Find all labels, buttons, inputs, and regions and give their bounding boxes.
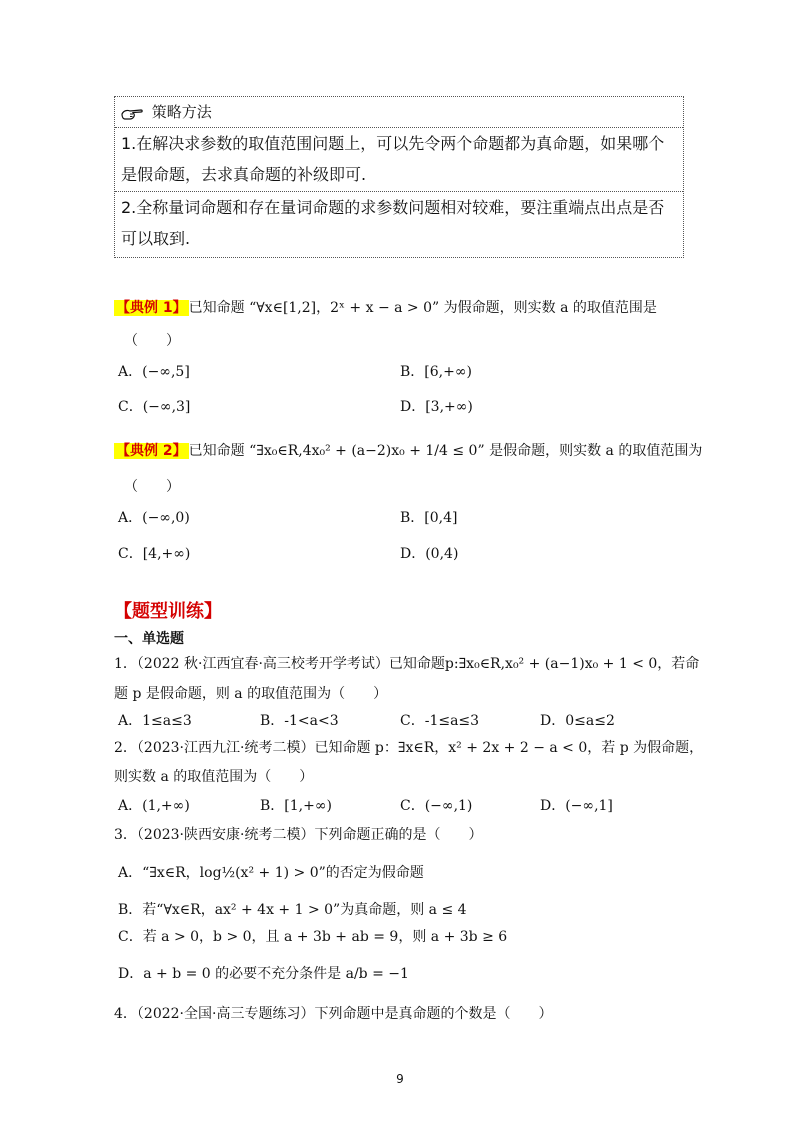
question-3-option-a: A．“∃x∈R，log½(x² + 1) > 0”的否定为假命题: [118, 865, 424, 881]
example-1-formula: ∀x∈[1,2]，2ˣ + x − a > 0: [256, 300, 433, 316]
question-4-stem: [114, 1003, 552, 1023]
example-1-paren: （ ）: [124, 333, 180, 349]
example-2-stem-b: ” 是假命题，则实数 a 的取值范围为: [477, 443, 703, 459]
question-1-line-2: 题 p 是假命题，则 a 的取值范围为（ ）: [114, 686, 388, 702]
question-3-number: 3．: [114, 827, 137, 843]
example-2-option-d: D．(0,4): [400, 546, 459, 562]
question-1-formula: p:∃x₀∈R,x₀² + (a−1)x₀ + 1 < 0: [444, 656, 658, 672]
subsection-title: 一、单选题: [114, 631, 184, 647]
question-3-stem-text: 下列命题正确的是（ ）: [314, 827, 483, 843]
question-2-formula: ∃x∈R，x² + 2x + 2 − a < 0: [397, 740, 588, 756]
question-3-source: （2023·陕西安康·统考二模）: [136, 827, 315, 843]
question-1-stem-a: 已知命题: [388, 656, 445, 672]
question-4-number: 4．: [114, 1006, 137, 1022]
example-2-tag: 【典例 2】: [116, 443, 187, 459]
example-1-stem-b: ” 为假命题，则实数 a 的取值范围是: [432, 300, 657, 316]
example-2-option-c: C．[4,+∞): [118, 546, 191, 562]
question-3-option-c: C．若 a > 0，b > 0，且 a + 3b + ab = 9，则 a + 3b ≥ 6: [118, 929, 508, 945]
section-title: 【题型训练】: [114, 601, 222, 622]
question-2-stem: [114, 737, 703, 757]
question-4-source: （2022·全国·高三专题练习）: [136, 1006, 315, 1022]
question-3-option-d: D．a + b = 0 的必要不充分条件是 a/b = −1: [118, 966, 409, 982]
strategy-item-2-line-2: 可以取到.: [121, 229, 191, 248]
example-2-option-b: B．[0,4]: [400, 510, 458, 526]
page-number: 9: [396, 1072, 404, 1086]
example-2-paren: （ ）: [124, 479, 180, 495]
question-2-source: （2023·江西九江·统考二模）: [136, 740, 315, 756]
strategy-item-1-line-1: 1.在解决求参数的取值范围问题上，可以先令两个命题都为真命题，如果哪个: [121, 134, 665, 153]
question-1-stem: [114, 653, 699, 673]
example-2-stem-a: 已知命题 “: [188, 443, 257, 459]
strategy-heading: 策略方法: [151, 103, 212, 121]
example-2-formula: ∃x₀∈R,4x₀² + (a−2)x₀ + 1/4 ≤ 0: [256, 443, 478, 459]
pointing-hand-icon: [121, 105, 143, 121]
question-3-option-b: B．若“∀x∈R，ax² + 4x + 1 > 0”为真命题，则 a ≤ 4: [118, 902, 467, 918]
question-2-option-d: D．(−∞,1]: [540, 798, 613, 814]
example-2-option-a: A．(−∞,0): [118, 510, 190, 526]
question-2-stem-a: 已知命题 p：: [314, 740, 398, 756]
example-1-tag: 【典例 1】: [116, 300, 187, 316]
question-1-option-d: D．0≤a≤2: [540, 713, 615, 729]
example-2-stem: [114, 440, 702, 460]
question-2-option-c: C．(−∞,1): [400, 798, 473, 814]
example-1-option-b: B．[6,+∞): [400, 364, 472, 380]
question-2-option-b: B．[1,+∞): [260, 798, 332, 814]
strategy-item-1: [115, 127, 683, 191]
question-3-stem: [114, 824, 482, 844]
strategy-item-2-line-1: 2.全称量词命题和存在量词命题的求参数问题相对较难，要注重端点出点是否: [121, 198, 665, 217]
strategy-heading-row: [115, 97, 683, 127]
question-1-option-c: C．-1≤a≤3: [400, 713, 480, 729]
example-1-option-c: C．(−∞,3]: [118, 399, 191, 415]
example-1-stem: [114, 297, 657, 317]
example-1-option-a: A．(−∞,5]: [118, 364, 190, 380]
question-1-number: 1．: [114, 656, 137, 672]
question-1-source: （2022 秋·江西宜春·高三校考开学考试）: [136, 656, 389, 672]
question-1-option-a: A．1≤a≤3: [118, 713, 192, 729]
strategy-box: [114, 96, 684, 258]
question-2-stem-b: ，若 p 为假命题，: [587, 740, 704, 756]
example-1-stem-a: 已知命题 “: [188, 300, 257, 316]
question-2-option-a: A．(1,+∞): [118, 798, 190, 814]
question-1-option-b: B．-1<a<3: [260, 713, 339, 729]
question-1-stem-b: ，若命: [657, 656, 700, 672]
strategy-item-1-line-2: 是假命题，去求真命题的补级即可.: [121, 165, 367, 184]
question-2-line-2: 则实数 a 的取值范围为（ ）: [114, 769, 314, 785]
question-4-stem-text: 下列命题中是真命题的个数是（ ）: [314, 1006, 553, 1022]
strategy-item-2: [115, 191, 683, 257]
example-1-option-d: D．[3,+∞): [400, 399, 473, 415]
question-2-number: 2．: [114, 740, 137, 756]
